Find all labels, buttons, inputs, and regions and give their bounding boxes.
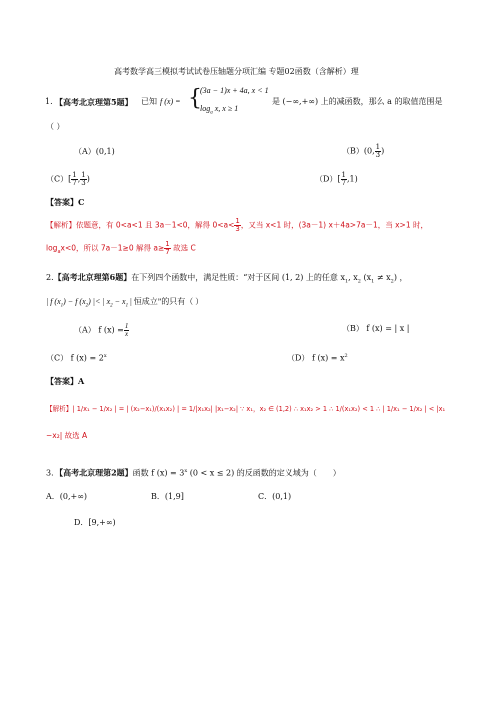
q2-explanation-line2: −x₂| 故选 A (46, 431, 88, 440)
q1-option-d: （D）[ $\frac{1}{7}$ ,1) (315, 171, 358, 187)
q1-stem-suffix: 是 (−∞,+∞) 上的减函数，那么 a 的取值范围是 (272, 97, 443, 106)
q3-option-d: D．[9,+∞) (74, 518, 116, 527)
q2-stem-line1: 2.【高考北京理第6题】在下列四个函数中，满足性质：“对于区间 (1, 2) 上的任意 $x_1$, $x_2$ $(x_1 \ne x_2)$ ， (46, 272, 408, 285)
q1-case1: (3a − 1)x + 4a, x < 1 (200, 86, 269, 95)
q1-option-a: （A）(0,1) (74, 147, 115, 156)
q3-option-b: B．(1,9] (151, 492, 184, 501)
q1-brace: { (188, 86, 202, 111)
q2-answer: 【答案】A (46, 376, 85, 386)
q2-option-d: （D） f $(x) = x^2$ (287, 353, 348, 363)
q2-option-b: （B） f (x) = | x | (342, 324, 410, 333)
q3-option-c: C．(0,1) (258, 492, 292, 501)
q2-option-a: （A） f (x) = $\frac{1}{x}$ (74, 322, 129, 338)
q2-explanation-line1: 【解析】| 1/x₁ − 1/x₂ | = | (x₂−x₁)/(x₁x₂) | = 1/|x₁x₂| |x₁−x₂| ∵ x₁，x₂ ∈ (1,2) ∴ x₁x₂ > 1 ∴ 1/(x₁x₂) < 1 ∴ | 1/x₁ − 1/x₂ | < |x₁ (46, 405, 446, 413)
q1-source: 【高考北京理第5题】 (55, 97, 133, 107)
q1-fx: f (x) = (160, 97, 181, 106)
q1-paren: （ ） (46, 122, 65, 131)
q1-number: 1. (45, 97, 53, 106)
page-title: 高考数学高三模拟考试试卷压轴题分项汇编 专题02函数（含解析）理 (114, 67, 359, 76)
q1-answer: 【答案】C (46, 197, 85, 207)
q2-stem-line2: | f $(x_1) - f$ $(x_2)$ |< | $x_2 - x_1$ | 恒成立”的只有（ ） (46, 297, 204, 309)
q1-explanation-line1: 【解析】依题意，有 0<a<1 且 3a－1<0，解得 0<a< $\frac{1}{3}$ ，又当 x<1 时，(3a－1) x＋4a>7a－1，当 x>1 时， (46, 217, 428, 233)
q2-option-c: （C） f $(x) = 2^x$ (46, 353, 107, 363)
q1-stem-prefix: 已知 (141, 97, 157, 106)
q1-option-c: （C）[ $\frac{1}{7}$ , $\frac{1}{3}$ ) (46, 171, 90, 187)
q1-explanation-line2: $\log_ax<0$，所以 7a－1≥0 解得 a≥ $\frac{1}{7}$ 故选 C (46, 240, 196, 256)
q3-stem: 3．【高考北京理第2题】函数 f $(x) = 3^x$ (0 < x ≤ 2) 的反函数的定义域为（ ） (46, 467, 341, 478)
q1-case2: $\log_a x$, x ≥ 1 (200, 104, 239, 116)
q1-option-b: （B）(0, $\frac{1}{3}$ ) (342, 143, 385, 159)
q3-option-a: A．(0,+∞) (46, 492, 88, 501)
